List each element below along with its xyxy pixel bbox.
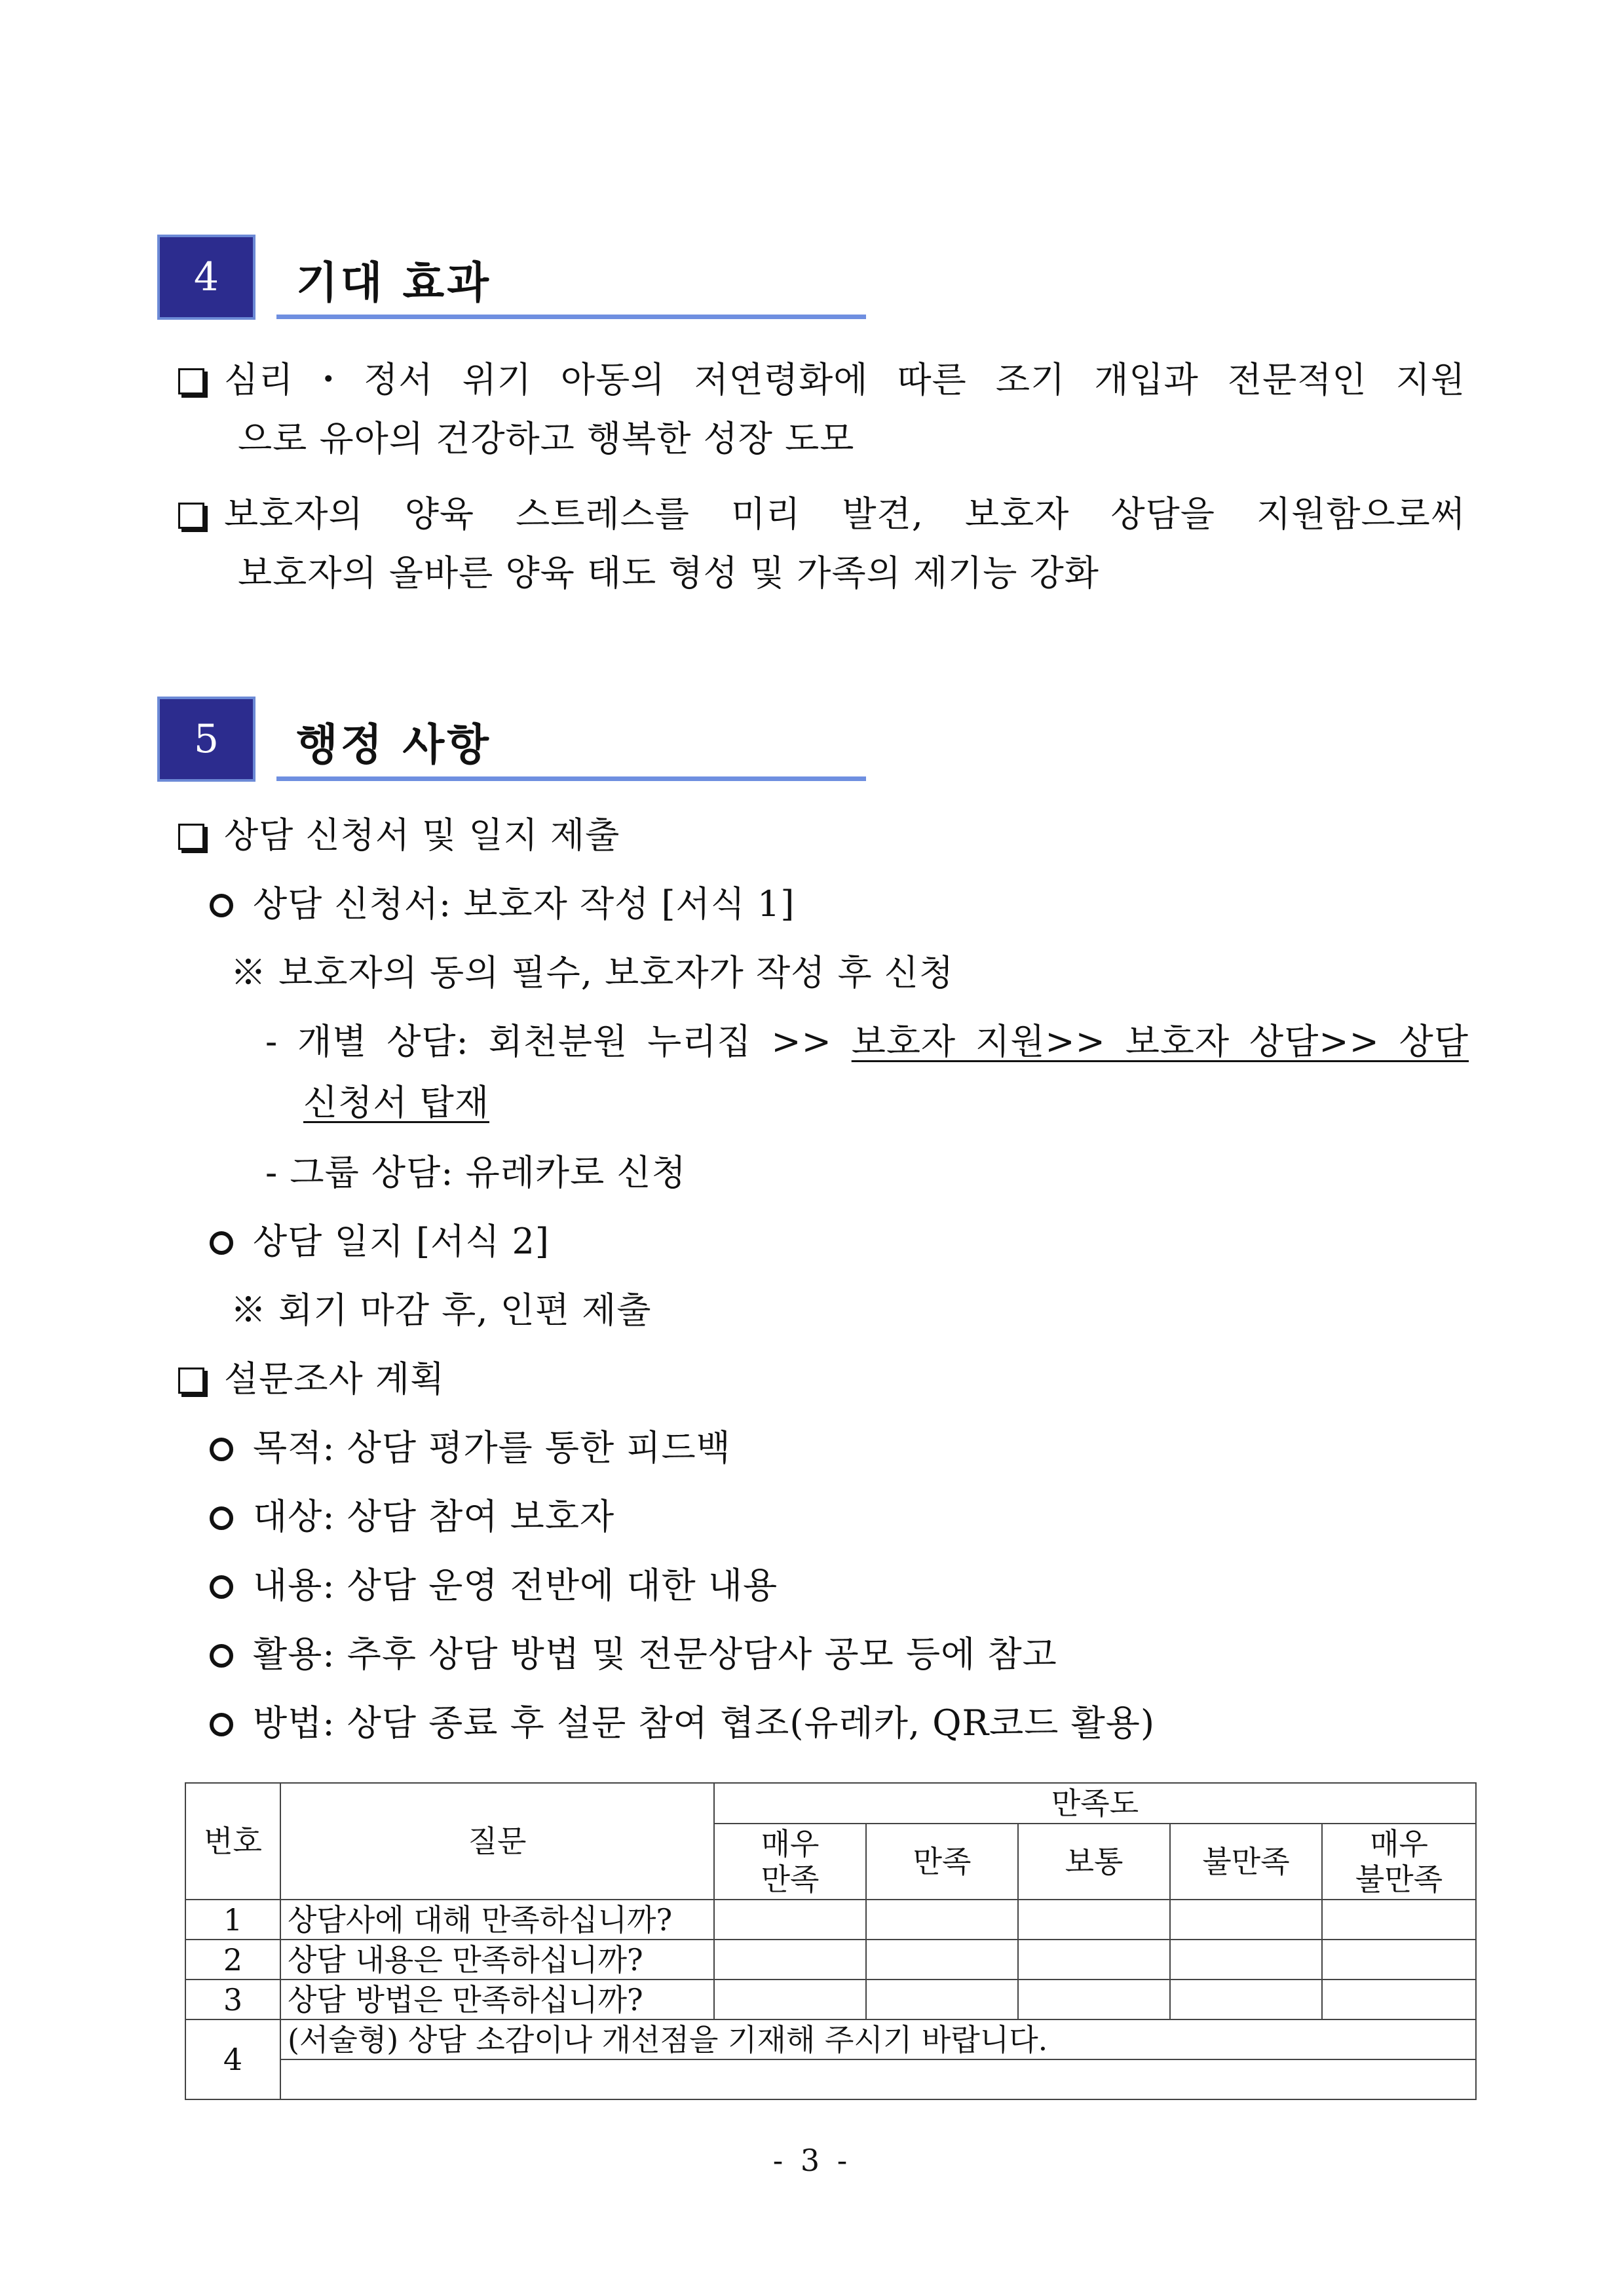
submit-heading: 상담 신청서 및 일지 제출 bbox=[224, 814, 620, 856]
bullet-circle bbox=[210, 881, 795, 927]
survey-purpose: 목적: 상담 평가를 통한 피드백 bbox=[253, 1427, 731, 1468]
row-number: 2 bbox=[185, 1940, 280, 1980]
log-note: ※ 회기 마감 후, 인편 제출 bbox=[231, 1290, 652, 1331]
row-number: 4 bbox=[185, 2019, 280, 2099]
row-number: 1 bbox=[185, 1900, 280, 1940]
header-number: 번호 bbox=[185, 1783, 280, 1900]
bullet-square bbox=[178, 1356, 445, 1402]
application-note: ※ 보호자의 동의 필수, 보호자가 작성 후 신청 bbox=[231, 952, 954, 993]
header-question: 질문 bbox=[280, 1783, 714, 1900]
circle-bullet-icon bbox=[210, 1438, 233, 1461]
scale-very-dissatisfied: 매우 불만족 bbox=[1322, 1824, 1476, 1900]
section-number: 4 bbox=[157, 235, 255, 320]
circle-bullet-icon bbox=[210, 1575, 233, 1599]
survey-plan-heading: 설문조사 계획 bbox=[224, 1358, 445, 1400]
circle-bullet-icon bbox=[210, 1231, 233, 1255]
scale-satisfied: 만족 bbox=[866, 1824, 1018, 1900]
section-header-5 bbox=[157, 697, 865, 788]
effect-1-line-1: 심리・정서 위기 아동의 저연령화에 따른 조기 개입과 전문적인 지원 bbox=[224, 359, 1465, 400]
survey-content: 내용: 상담 운영 전반에 대한 내용 bbox=[253, 1565, 778, 1606]
square-bullet-icon bbox=[178, 824, 204, 850]
section-underline bbox=[276, 315, 866, 319]
scale-neutral: 보통 bbox=[1018, 1824, 1170, 1900]
table-header-row bbox=[185, 1783, 1476, 1824]
bullet-square bbox=[178, 357, 1469, 403]
table-row-open-answer bbox=[185, 2059, 1476, 2099]
square-bullet-icon bbox=[178, 503, 204, 529]
answer-cell[interactable] bbox=[1018, 1900, 1170, 1940]
answer-cell[interactable] bbox=[714, 1980, 866, 2019]
group-counseling: - 그룹 상담: 유레카로 신청 bbox=[265, 1152, 687, 1193]
scale-dissatisfied: 불만족 bbox=[1170, 1824, 1322, 1900]
answer-cell[interactable] bbox=[866, 1980, 1018, 2019]
row-number: 3 bbox=[185, 1980, 280, 2019]
square-bullet-icon bbox=[178, 1368, 204, 1394]
effect-2-line-1: 보호자의 양육 스트레스를 미리 발견, 보호자 상담을 지원함으로써 bbox=[224, 493, 1465, 535]
section-title: 기대 효과 bbox=[296, 258, 492, 308]
row-question: 상담사에 대해 만족하십니까? bbox=[280, 1900, 714, 1940]
scale-very-satisfied: 매우 만족 bbox=[714, 1824, 866, 1900]
counseling-log: 상담 일지 [서식 2] bbox=[253, 1221, 550, 1262]
circle-bullet-icon bbox=[210, 1506, 233, 1530]
answer-cell[interactable] bbox=[1322, 1900, 1476, 1940]
section-title: 행정 사항 bbox=[296, 719, 492, 770]
individual-link[interactable]: 보호자 지원>> 보호자 상담>> 상담 bbox=[851, 1021, 1469, 1062]
table-row bbox=[185, 1940, 1476, 1980]
open-answer-cell[interactable] bbox=[280, 2059, 1476, 2099]
circle-bullet-icon bbox=[210, 894, 233, 917]
bullet-circle bbox=[210, 1219, 550, 1265]
survey-method: 방법: 상담 종료 후 설문 참여 협조(유레카, QR코드 활용) bbox=[253, 1702, 1156, 1744]
answer-cell[interactable] bbox=[1170, 1940, 1322, 1980]
bullet-square bbox=[178, 813, 620, 858]
answer-cell[interactable] bbox=[714, 1940, 866, 1980]
bullet-square bbox=[178, 491, 1469, 537]
open-question: (서술형) 상담 소감이나 개선점을 기재해 주시기 바랍니다. bbox=[280, 2019, 1476, 2059]
survey-use: 활용: 추후 상담 방법 및 전문상담사 공모 등에 참고 bbox=[253, 1634, 1057, 1675]
answer-cell[interactable] bbox=[714, 1900, 866, 1940]
effect-2-line-2: 보호자의 올바른 양육 태도 형성 및 가족의 제기능 강화 bbox=[238, 552, 1099, 594]
answer-cell[interactable] bbox=[1018, 1940, 1170, 1980]
table-row-open bbox=[185, 2019, 1476, 2059]
effect-1-line-2: 으로 유아의 건강하고 행복한 성장 도모 bbox=[238, 418, 855, 459]
survey-target: 대상: 상담 참여 보호자 bbox=[253, 1496, 615, 1537]
bullet-circle bbox=[210, 1563, 778, 1609]
table-row bbox=[185, 1900, 1476, 1940]
bullet-circle bbox=[210, 1700, 1155, 1746]
survey-table bbox=[185, 1782, 1477, 2100]
bullet-circle bbox=[210, 1494, 614, 1540]
answer-cell[interactable] bbox=[1170, 1980, 1322, 2019]
answer-cell[interactable] bbox=[1018, 1980, 1170, 2019]
answer-cell[interactable] bbox=[866, 1940, 1018, 1980]
header-satisfaction: 만족도 bbox=[714, 1783, 1476, 1824]
individual-prefix: - 개별 상담: 회천분원 누리집 >> bbox=[265, 1021, 832, 1062]
circle-bullet-icon bbox=[210, 1713, 233, 1736]
answer-cell[interactable] bbox=[866, 1900, 1018, 1940]
circle-bullet-icon bbox=[210, 1644, 233, 1668]
section-header-4 bbox=[157, 235, 865, 326]
individual-link-cont[interactable]: 신청서 탑재 bbox=[303, 1082, 489, 1123]
individual-counseling bbox=[265, 1019, 1469, 1065]
section-underline bbox=[276, 776, 866, 781]
answer-cell[interactable] bbox=[1322, 1980, 1476, 2019]
answer-cell[interactable] bbox=[1170, 1900, 1322, 1940]
square-bullet-icon bbox=[178, 368, 204, 394]
section-number: 5 bbox=[157, 697, 255, 782]
bullet-circle bbox=[210, 1425, 731, 1471]
page-number: - 3 - bbox=[772, 2143, 852, 2178]
application-form: 상담 신청서: 보호자 작성 [서식 1] bbox=[253, 883, 795, 925]
table-row bbox=[185, 1980, 1476, 2019]
answer-cell[interactable] bbox=[1322, 1940, 1476, 1980]
row-question: 상담 내용은 만족하십니까? bbox=[280, 1940, 714, 1980]
bullet-circle bbox=[210, 1632, 1057, 1677]
row-question: 상담 방법은 만족하십니까? bbox=[280, 1980, 714, 2019]
